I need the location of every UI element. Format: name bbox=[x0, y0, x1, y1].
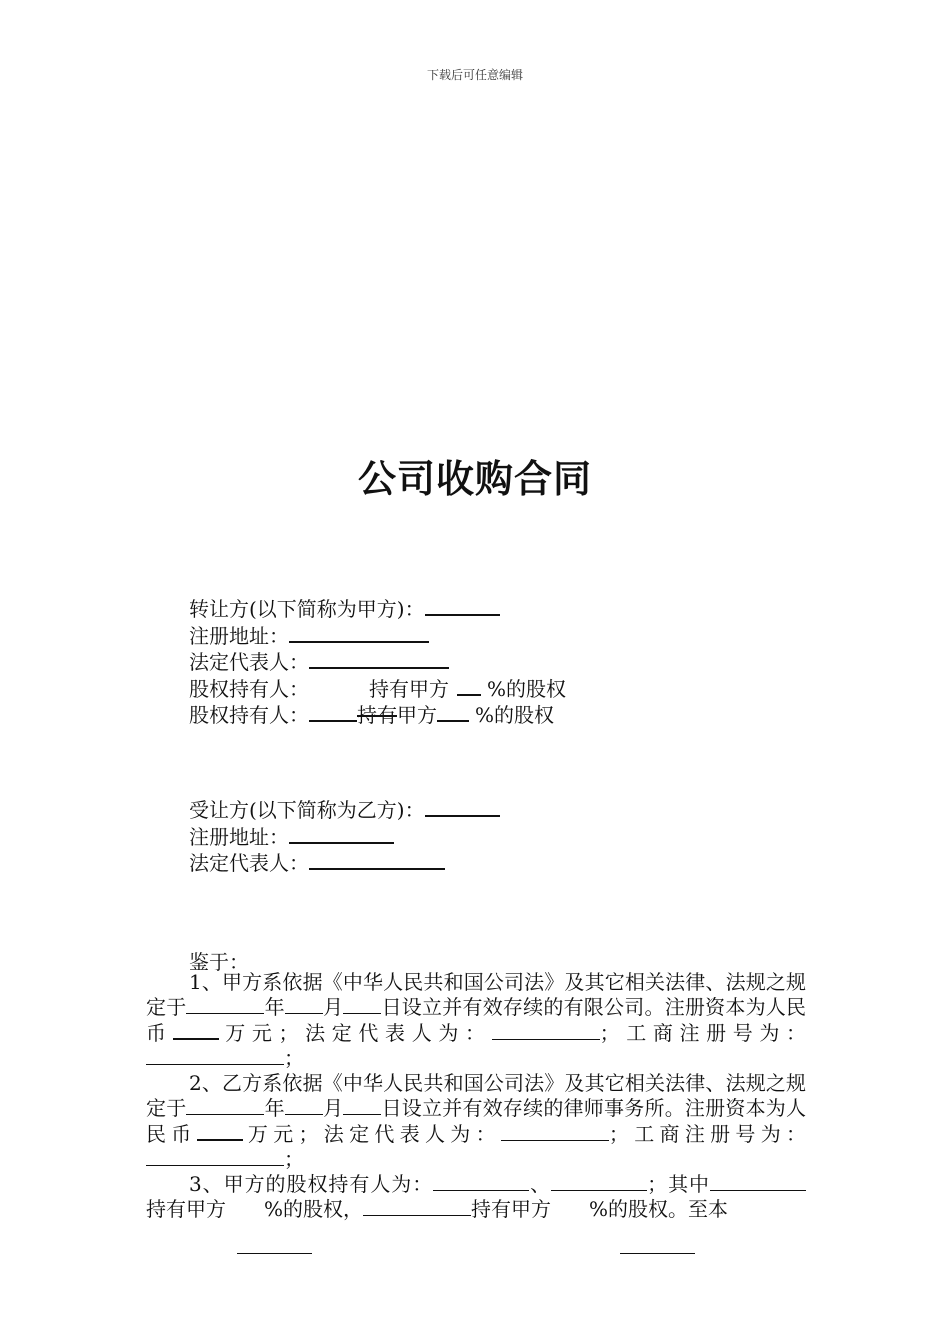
whereas-body bbox=[146, 970, 806, 1222]
shareholder-2-percent-blank bbox=[437, 702, 469, 722]
whereas-heading: 鉴于： bbox=[189, 950, 249, 974]
shareholder-1-suffix: %的股权 bbox=[487, 676, 567, 701]
shareholder-2-suffix: %的股权 bbox=[475, 703, 555, 727]
party-b-legal-rep-label: 法定代表人： bbox=[189, 851, 309, 875]
clause-2-year-blank bbox=[186, 1096, 264, 1115]
transferor-line bbox=[189, 596, 566, 623]
clause-3-holder-1-blank bbox=[710, 1172, 806, 1191]
whereas-clause-2 bbox=[146, 1071, 806, 1172]
party-a-block bbox=[189, 596, 566, 729]
clause-3-text-d: 持有甲方 bbox=[146, 1197, 226, 1221]
whereas-clause-1 bbox=[146, 970, 806, 1071]
party-a-address-blank bbox=[289, 623, 429, 643]
clause-1-month-label: 月 bbox=[322, 995, 344, 1019]
party-a-legal-rep-line bbox=[189, 649, 566, 676]
shareholder-2-label: 股权持有人： bbox=[189, 703, 309, 727]
transferee-label: 受让方(以下简称为乙方)： bbox=[189, 798, 425, 822]
party-b-address-blank bbox=[289, 824, 394, 844]
clause-2-text-e: 万元；法定代表人为： bbox=[242, 1122, 501, 1146]
party-b-address-line bbox=[189, 824, 500, 851]
clause-3-holder-a-blank bbox=[433, 1172, 529, 1191]
clause-3-text-g: %的股权。至本 bbox=[589, 1197, 729, 1221]
shareholder-2-middle: 持有 bbox=[357, 703, 397, 727]
clause-3-text-f: 持有甲方 bbox=[471, 1197, 552, 1221]
transferee-line bbox=[189, 797, 500, 824]
clause-1-text-a: 1、甲方系依据《中华人民共和国公司法》及其它相关法律、法规之规定于 bbox=[146, 970, 806, 1019]
header-note: 下载后可任意编辑 bbox=[426, 68, 523, 82]
party-b-legal-rep-blank bbox=[309, 850, 445, 870]
clause-1-text-d: 日设立并有效存续的有限公司。注册资本为人民币 bbox=[146, 995, 807, 1045]
party-a-address-label: 注册地址： bbox=[189, 623, 289, 648]
party-b-legal-rep-line bbox=[189, 850, 500, 877]
party-a-legal-rep-label: 法定代表人： bbox=[189, 650, 309, 674]
footer-line-right bbox=[620, 1253, 695, 1254]
shareholder-1-percent-blank bbox=[457, 676, 481, 696]
shareholder-2-middle2: 甲方 bbox=[397, 703, 437, 727]
clause-2-text-d: 日设立并有效存续的律师事务所。注册资本为人民币 bbox=[146, 1096, 807, 1146]
transferor-blank bbox=[425, 596, 500, 616]
clause-2-text-a: 2、乙方系依据《中华人民共和国公司法》及其它相关法律、法规之规定于 bbox=[146, 1071, 806, 1120]
document-title: 公司收购合同 bbox=[357, 457, 592, 501]
party-b-address-label: 注册地址： bbox=[189, 824, 289, 849]
shareholder-2-line bbox=[189, 702, 566, 729]
clause-1-day-blank bbox=[343, 995, 381, 1014]
clause-2-text-f: ；工商注册号为： bbox=[608, 1122, 807, 1146]
clause-1-month-blank bbox=[285, 995, 323, 1014]
clause-3-holder-b-blank bbox=[551, 1172, 647, 1191]
party-a-legal-rep-blank bbox=[309, 649, 449, 669]
shareholder-2-name-blank bbox=[309, 702, 357, 722]
clause-1-text-f: ；工商注册号为： bbox=[599, 1021, 807, 1045]
transferee-blank bbox=[425, 797, 500, 817]
party-b-block bbox=[189, 797, 500, 877]
clause-1-reg-blank bbox=[146, 1046, 284, 1065]
clause-2-reg-blank bbox=[146, 1147, 284, 1166]
clause-3-text-a: 3、甲方的股权持有人为： bbox=[189, 1172, 434, 1196]
clause-2-text-g: ； bbox=[284, 1147, 304, 1171]
clause-2-month-blank bbox=[285, 1096, 323, 1115]
whereas-clause-3 bbox=[146, 1172, 806, 1222]
clause-3-separator: 、 bbox=[529, 1172, 552, 1196]
clause-1-text-g: ； bbox=[284, 1046, 304, 1070]
clause-2-capital-blank bbox=[197, 1121, 243, 1141]
clause-1-year-label: 年 bbox=[264, 995, 285, 1019]
clause-2-day-blank bbox=[343, 1096, 381, 1115]
clause-2-year-label: 年 bbox=[264, 1096, 285, 1120]
clause-1-year-blank bbox=[186, 995, 264, 1014]
clause-3-text-e: %的股权， bbox=[264, 1197, 364, 1221]
clause-3-holder-2-blank bbox=[363, 1197, 471, 1216]
clause-1-text-e: 万元；法定代表人为： bbox=[218, 1021, 492, 1045]
clause-1-rep-blank bbox=[492, 1021, 600, 1040]
footer-line-left bbox=[237, 1253, 312, 1254]
shareholder-1-middle: 持有甲方 bbox=[369, 676, 449, 701]
clause-2-month-label: 月 bbox=[322, 1096, 344, 1120]
transferor-label: 转让方(以下简称为甲方)： bbox=[189, 597, 425, 621]
shareholder-1-label: 股权持有人： bbox=[189, 676, 309, 701]
clause-1-capital-blank bbox=[173, 1020, 219, 1040]
shareholder-1-line bbox=[189, 676, 566, 703]
party-a-address-line bbox=[189, 623, 566, 650]
clause-2-rep-blank bbox=[501, 1122, 609, 1141]
clause-3-text-c: ；其中 bbox=[647, 1172, 711, 1196]
